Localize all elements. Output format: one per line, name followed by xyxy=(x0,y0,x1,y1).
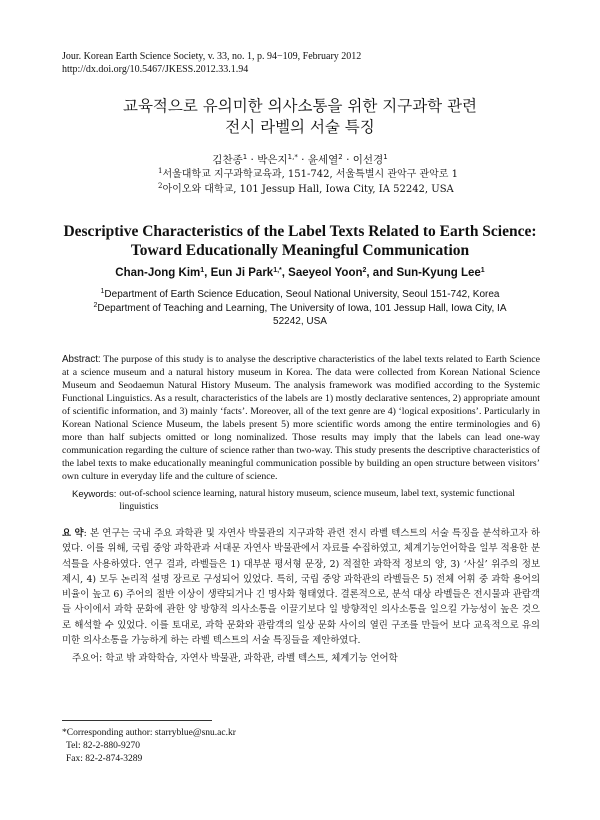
korean-author-sup: 1,* xyxy=(287,153,298,161)
english-author-name: Chan-Jong Kim xyxy=(115,267,201,279)
abstract-label: Abstract: xyxy=(62,354,101,365)
english-author-name: Eun Ji Park xyxy=(210,267,274,279)
affiliation-text: 아이오와 대학교, 101 Jessup Hall, Iowa City, IA 52242, USA xyxy=(162,183,454,195)
korean-author-name: 윤세열 xyxy=(307,154,339,166)
korean-keywords-text: 학교 밖 과학학습, 자연사 박물관, 과학관, 라벨 텍스트, 체계기능 언어학 xyxy=(105,653,398,664)
keywords-label: Keywords: xyxy=(72,489,117,500)
korean-author xyxy=(353,154,388,166)
english-author-sup: 1,* xyxy=(273,267,282,274)
footnote xyxy=(62,727,236,766)
affiliation-text: Department of Earth Science Education, Seoul National University, Seoul 151-742, Korea xyxy=(104,289,500,300)
korean-title-line2: 전시 라벨의 서술 특징 xyxy=(225,118,375,136)
korean-author-sup: 2 xyxy=(338,153,343,161)
english-author-name: Sun-Kyung Lee xyxy=(396,267,481,279)
korean-abstract-text: : 본 연구는 국내 주요 과학관 및 자연사 박물관의 지구과학 관련 전시 라벨 텍스트의 서술 특징을 분석하고자 하였다. 이를 위해, 국립 중앙 과학관과 서대문 자연사 박물관에서 자료를 수집하였고, 체계기능언어학을 일부 적용한 분석틀을 사용하였다. 연구 결과, 라벨들은 1) 대부분 평서형 문장, 2) 적절한 과학적 정보의 양, 3) ‘사실’ 위주의 정보 제시, 4) 모두 논리적 설명 장르로 구성되어 있었다. 특히, 국립 중앙 과학관의 라벨들은 5) 전체 어휘 중 과학 용어의 비율이 높고 6) 주어의 절반 이상이 생략되거나 긴 명사화 형태였다. 결론적으로, 분석 대상 라벨들은 전시물과 관람객 들 사이에서 과학 문화에 관한 양 방향적 의사소통을 이끌기보다 일 방향적인 의사소통을 일으킬 가능성이 높은 것으로 해석할 수 있었다. 이를 토대로, 과학 문화와 관람객의 일상 문화 사이의 열린 구조를 만들어 보다 교육적으로 유의미한 의사소통을 가능하게 하는 라벨 텍스트의 서술 특징들을 제안하였다. xyxy=(62,528,540,647)
english-authors xyxy=(0,267,600,279)
author-separator: , xyxy=(281,267,289,279)
author-separator: · xyxy=(342,154,353,166)
korean-author-name: 이선경 xyxy=(352,154,384,166)
english-author-name: Saeyeol Yoon xyxy=(288,267,363,279)
keywords-text: out-of-school science learning, natural history museum, science museum, label text, systemic functional linguistics xyxy=(119,489,515,512)
journal-citation: Jour. Korean Earth Science Society, v. 33, no. 1, p. 94−109, February 2012 xyxy=(62,51,362,62)
abstract xyxy=(62,353,540,483)
footnote-divider xyxy=(62,720,212,721)
korean-authors xyxy=(0,152,600,167)
author-separator: · xyxy=(297,154,308,166)
korean-author xyxy=(308,154,343,166)
korean-author xyxy=(257,154,298,166)
english-affiliation xyxy=(88,302,512,329)
korean-author-sup: 1 xyxy=(242,153,248,161)
korean-title xyxy=(0,96,600,138)
author-separator: · xyxy=(247,154,258,166)
affiliation-sup: 1 xyxy=(100,288,105,295)
author-separator: , xyxy=(204,267,211,279)
author-separator: , and xyxy=(366,267,397,279)
corresponding-author: *Corresponding author: starryblue@snu.ac.kr xyxy=(62,728,236,738)
korean-abstract xyxy=(62,526,540,648)
english-title-line1: Descriptive Characteristics of the Label Texts Related to Earth Science: xyxy=(63,223,537,240)
korean-affiliation xyxy=(158,183,458,198)
journal-header xyxy=(62,50,361,76)
abstract-text: The purpose of this study is to analyse the descriptive characteristics of the label texts related to Earth Science at a science museum and a natural history museum in Korea. The data were collected from Korean National Science Museum and Seodaemun Natural History Museum. The analysis framework was modified according to the Systemic Functional Linguistics. As a result, characteristics of the labels are 1) mostly declarative sentences, 2) appropriate amount of scientific information, and 3) mainly ‘facts’. Moreover, all of the text genre are 4) ‘logical expositions’. Particularly in Korean National Science Museum, the labels present 5) more scientific words among the entire terminologies and 6) more than half subjects omitted or long nominalized. Those results may imply that the labels can lead one-way communication regarding the culture of science rather than two-way. This study presents the descriptive characteristics of the label texts to make educationally meaningful communication possible by building an open structure between visitors’ own culture in everyday life and the culture of science. xyxy=(62,354,540,482)
affiliation-sup: 2 xyxy=(93,301,98,309)
korean-affiliations xyxy=(158,168,458,197)
english-author-sup: 1 xyxy=(200,267,205,274)
affiliation-text: 서울대학교 지구과학교육과, 151-742, 서울특별시 관악구 관악로 1 xyxy=(162,169,458,180)
english-author-sup: 2 xyxy=(362,267,367,274)
affiliation-text: Department of Teaching and Learning, The University of Iowa, 101 Jessup Hall, Iowa City, IA 52242, USA xyxy=(97,302,507,327)
author-fax: Fax: 82-2-874-3289 xyxy=(66,754,143,764)
korean-author-name: 김찬종 xyxy=(212,154,243,166)
korean-author-name: 박은지 xyxy=(257,154,288,166)
korean-title-line1: 교육적으로 유의미한 의사소통을 위한 지구과학 관련 xyxy=(122,97,478,115)
english-affiliation xyxy=(88,288,512,302)
keywords xyxy=(72,488,540,514)
english-affiliations xyxy=(88,288,512,329)
english-title-line2: Toward Educationally Meaningful Communication xyxy=(130,242,470,259)
english-author-sup: 1 xyxy=(480,267,485,274)
korean-author xyxy=(212,154,247,166)
journal-doi: http://dx.doi.org/10.5467/JKESS.2012.33.1.94 xyxy=(62,64,249,75)
korean-author-sup: 1 xyxy=(383,153,388,161)
affiliation-sup: 2 xyxy=(158,181,163,190)
korean-keywords-label: 주요어: xyxy=(72,653,103,664)
affiliation-sup: 1 xyxy=(158,167,163,175)
author-tel: Tel: 82-2-880-9270 xyxy=(66,741,141,751)
english-title xyxy=(0,222,600,260)
korean-keywords xyxy=(72,650,540,664)
korean-abstract-label: 요 약 xyxy=(62,528,84,539)
korean-affiliation xyxy=(158,168,458,183)
